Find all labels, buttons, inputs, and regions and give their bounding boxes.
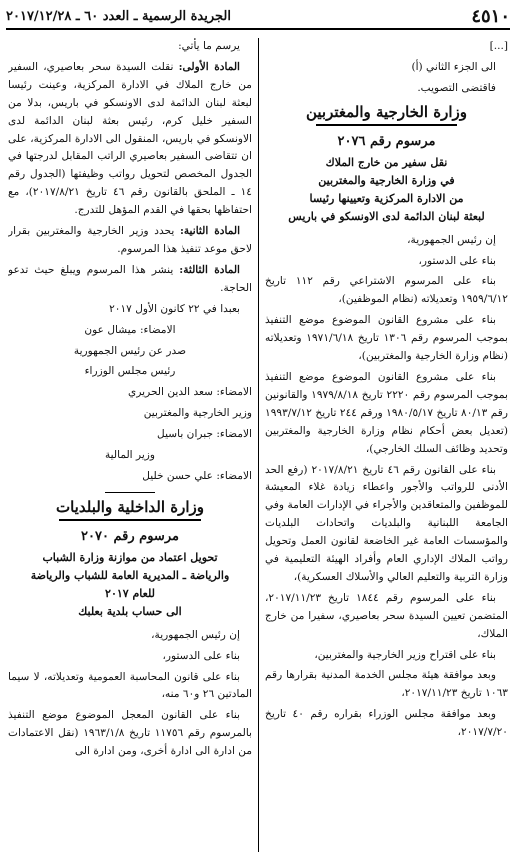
pm-title: رئيس مجلس الوزراء	[84, 365, 176, 378]
article-label: المادة الثانية:	[179, 225, 241, 238]
article-text: ينشر هذا المرسوم ويبلغ حيث تدعو الحاجة.	[8, 263, 252, 294]
preamble-paragraph: بناء على القانون رقم ٤٦ تاريخ ٢٠١٧/٨/٢١ (رفع الحد الأدنى للرواتب والأجور واعطاء زيادة غلاء المعيشة للموظفين والمتعاقدين والأجراء في الإدارات العامة وفي الجامعة اللبنانية والبلديات واتحادات البلديات والمؤسسات العامة غير الخاضعة لقانون العمل وتحويل رواتب الملاك الإداري العام وأفراد الهيئة التعليمية في وزارة التربية والتعليم العالي والأسلاك العسكرية)،	[265, 463, 508, 583]
journal-issue-line: الجريدة الرسمية ـ العدد ٦٠ ـ ٢٠١٧/١٢/٢٨	[6, 9, 232, 24]
fm-title: وزير الخارجية والمغتربين	[143, 407, 252, 420]
decree-title: مرسوم رقم ٢٠٧٠	[81, 528, 179, 544]
fm-signature: الامضاء: جبران باسيل	[157, 428, 252, 441]
ministry-heading: وزارة الداخلية والبلديات	[55, 497, 204, 516]
page-header	[6, 4, 510, 30]
section-separator	[105, 492, 155, 493]
finance-signature: الامضاء: علي حسن خليل	[142, 469, 252, 482]
president-signature: الامضاء: ميشال عون	[84, 323, 176, 336]
page-number: ٤٥١٠	[471, 6, 510, 27]
article-label: المادة الثالثة:	[179, 263, 240, 276]
ministry-underline	[316, 124, 457, 126]
decree-title: مرسوم رقم ٢٠٧٦	[337, 133, 436, 149]
pm-signature: الامضاء: سعد الدين الحريري	[128, 386, 252, 399]
article-text: يحدد وزير الخارجية والمغتربين بقرار لاحق موعد تنفيذ هذا المرسوم.	[8, 225, 252, 255]
preamble-paragraph: وبعد موافقة هيئة مجلس الخدمة المدنية بقرارها رقم ١٠٦٣ تاريخ ٢٠١٧/١١/٢٣،	[265, 669, 508, 700]
article-label: المادة الأولى:	[178, 60, 240, 73]
subject-line: للعام ٢٠١٧	[105, 586, 155, 600]
preamble-paragraph: بناء على مشروع القانون الموضوع موضع التنفيذ بموجب المرسوم رقم ٢٢٢٠ تاريخ ١٩٧٩/٨/١٨ والقانونين رقم ٨٠/١٣ تاريخ ١٩٨٠/٥/١٧ ورقم ٢٤٤ تاريخ ١٩٩٣/٧/١٢ (تعديل بعض أحكام نظام وزارة الخارجية والمغتربين وتحديد وظائف السلك الخارجي)،	[265, 370, 508, 455]
ministry-heading: وزارة الخارجية والمغتربين	[305, 102, 468, 121]
preamble-paragraph: بناء على الدستور،	[418, 254, 496, 267]
finance-title: وزير المالية	[104, 449, 156, 462]
subject-line: تحويل اعتماد من موازنة وزارة الشباب	[42, 550, 218, 564]
subject-line: في وزارة الخارجية والمغتربين	[318, 173, 455, 187]
preamble-paragraph: بناء على مشروع القانون الموضوع موضع التنفيذ بموجب المرسوم رقم ١٣٠٦ تاريخ ١٩٧١/٦/١٨ وتعديلاته (نظام وزارة الخارجية والمغتربين)،	[265, 314, 508, 363]
decree-subject	[8, 549, 252, 621]
article-text: نقلت السيدة سحر بعاصيري، السفير من خارج الملاك في الادارة المركزية، وعينت رئيسا لبعثة لبنان الدائمة لدى الاونسكو في باريس، بدلا من السفير خليل كرم، رئيس بعثة لبنان الدائمة لدى الاونسكو في باريس، المنقول الى الادارة المركزية، على ان تتقاضى السفير بعاصيري الراتب المقابل لدرجتها في الجدول المخصص لتحويل رواتب وظيفتها (الجدول رقم ١٤ ـ الملحق بالقانون رقم ٤٦ تاريخ ٢٠١٧/٨/٢١)، مع احتفاظها بحقها في القدم المؤهل للتدرج.	[8, 60, 252, 217]
article-paragraph	[8, 223, 252, 259]
issued-by: صدر عن رئيس الجمهورية	[73, 344, 187, 357]
subject-line: لبعثة لبنان الدائمة لدى الاونسكو في باريس	[288, 209, 485, 223]
preamble-paragraph: بناء على المرسوم الاشتراعي رقم ١١٢ تاريخ ١٩٥٩/٦/١٢ وتعديلاته (نظام الموظفين)،	[265, 275, 508, 306]
right-column	[265, 38, 508, 854]
preamble-paragraph: بناء على الدستور،	[162, 649, 240, 662]
subject-line: من الادارة المركزية وتعيينها رئيسا	[309, 191, 464, 205]
article-paragraph	[8, 59, 252, 220]
column-divider	[258, 38, 259, 852]
erratum-line: فاقتضى التصويب.	[417, 81, 496, 94]
subject-line: الى حساب بلدية بعلبك	[78, 604, 182, 618]
decree-subject	[265, 154, 508, 226]
preamble-paragraph: بناء على القانون المعجل الموضوع موضع التنفيذ بالمرسوم رقم ١١٧٥٦ تاريخ ١٩٦٣/١/٨ (نقل الاعتمادات من ادارة الى ادارة أخرى، ومن ادارة الى	[8, 709, 252, 758]
signing-date: بعبدا في ٢٢ كانون الأول ٢٠١٧	[109, 302, 240, 315]
preamble-paragraph: وبعد موافقة مجلس الوزراء بقراره رقم ٤٠ تاريخ ٢٠١٧/٧/٢٠،	[265, 708, 508, 739]
preamble-paragraph: بناء على المرسوم رقم ١٨٤٤ تاريخ ٢٠١٧/١١/٢٣، المتضمن تعيين السيدة سحر بعاصيري، سفيرا من خارج الملاك،	[265, 591, 508, 640]
preamble-paragraph: إن رئيس الجمهورية،	[151, 628, 240, 641]
subject-line: والرياضة ـ المديرية العامة للشباب والرياضة	[30, 568, 230, 582]
preamble-paragraph: إن رئيس الجمهورية،	[407, 233, 496, 246]
article-paragraph	[8, 262, 252, 298]
header-rule	[6, 28, 510, 30]
decree-intro: يرسم ما يأتي:	[178, 40, 240, 52]
left-column	[8, 38, 252, 854]
preamble-paragraph: بناء على اقتراح وزير الخارجية والمغتربين،	[314, 648, 496, 661]
ellipsis-line: [...]	[489, 40, 508, 52]
subject-line: نقل سفير من خارج الملاك	[325, 155, 448, 169]
erratum-line: الى الجزء الثاني (أ)	[411, 60, 496, 73]
ministry-underline	[59, 519, 201, 521]
preamble-paragraph: بناء على قانون المحاسبة العمومية وتعديلاته، لا سيما المادتين ٢٦ و٦٠ منه،	[8, 670, 252, 701]
